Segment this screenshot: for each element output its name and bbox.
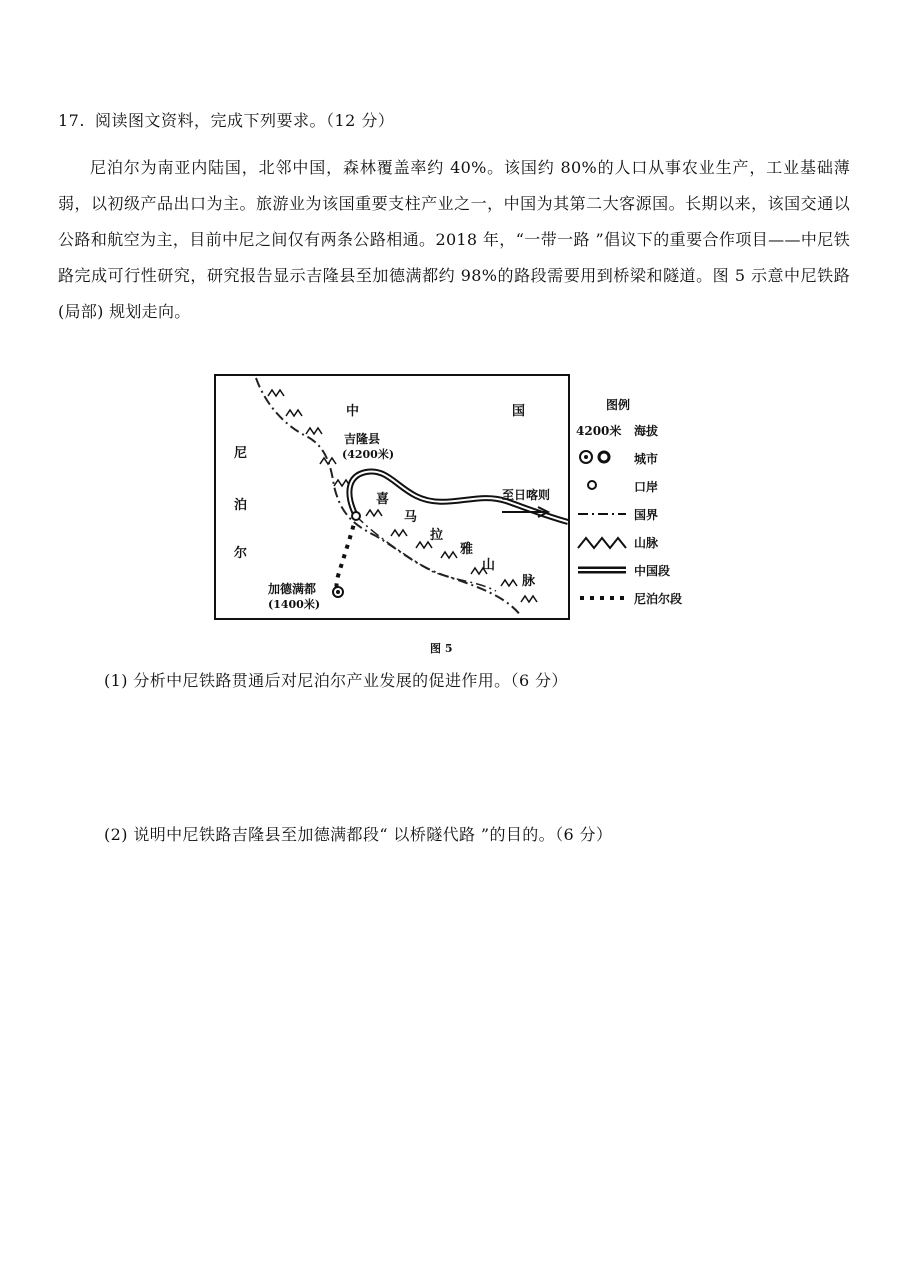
map-label-china-2: 国 (512, 404, 526, 419)
question-paragraph: 尼泊尔为南亚内陆国，北邻中国，森林覆盖率约 40%。该国约 80%的人口从事农业生产，工业基础薄弱，以初级产品出口为主。旅游业为该国重要支柱产业之一，中国为其第二大客源国。长期以来，该国交通以公路和航空为主，目前中尼之间仅有两条公路相通。2018 年，“一带一路 ”倡议下的重要合作项目——中尼铁路完成可行性研究，研究报告显示吉隆县至加德满都约 98%的路段需要用到桥梁和隧道。图 5 示意中尼铁路(局部) 规划走向。 (58, 158, 850, 321)
legend-china-section (576, 558, 696, 580)
map-label-jilong-altitude: (4200米) (342, 448, 395, 461)
question-title-text: 阅读图文资料，完成下列要求。（12 分） (94, 111, 395, 130)
legend-china-section-label: 中国段 (634, 564, 671, 578)
legend-border-label: 国界 (634, 508, 659, 522)
map-label-himalaya-3: 拉 (430, 528, 444, 543)
border-icon (576, 504, 628, 524)
legend-altitude (576, 418, 696, 440)
nepal-section-icon (576, 588, 628, 608)
map-label-nepal-1: 尼 (234, 446, 248, 461)
legend-city-label: 城市 (634, 452, 659, 466)
legend-altitude-sample: 4200米 (576, 424, 622, 438)
sub-question-1: (1) 分析中尼铁路贯通后对尼泊尔产业发展的促进作用。（6 分） (104, 671, 568, 690)
kathmandu-marker-inner (336, 590, 340, 594)
legend-port-label: 口岸 (634, 480, 659, 494)
map-label-china-1: 中 (346, 404, 360, 419)
map-label-himalaya-1: 喜 (376, 492, 390, 507)
legend-nepal-section (576, 586, 696, 608)
legend-title: 图例 (606, 398, 631, 412)
map-label-himalaya-5: 山 (482, 558, 496, 573)
map-legend (576, 374, 696, 620)
nepal-section-railway (337, 516, 357, 590)
legend-border (576, 502, 696, 524)
mountain-icon (576, 532, 630, 552)
map-label-jilong: 吉隆县 (344, 432, 381, 446)
legend-city (576, 446, 696, 468)
map-label-himalaya-6: 脉 (522, 574, 536, 589)
legend-port (576, 474, 696, 496)
legend-altitude-label: 海拔 (634, 424, 659, 438)
map-frame (214, 374, 570, 620)
map-label-himalaya-2: 马 (404, 510, 418, 525)
question-title (58, 108, 404, 131)
question-number: 17. (58, 111, 85, 130)
map-label-nepal-3: 尔 (234, 546, 248, 561)
map-label-himalaya-4: 雅 (460, 542, 474, 557)
figure-5 (214, 374, 694, 620)
port-marker (352, 512, 360, 520)
china-section-icon (576, 560, 628, 580)
map-label-to-shigatse: 至日喀则 (502, 488, 551, 502)
sub-question-2: (2) 说明中尼铁路吉隆县至加德满都段“ 以桥隧代路 ”的目的。（6 分） (104, 825, 613, 844)
border-line-south (356, 516, 496, 591)
map-label-kathmandu-altitude: (1400米) (268, 598, 321, 611)
port-icon (578, 476, 618, 496)
map-label-nepal-2: 泊 (234, 498, 248, 513)
city-icon (578, 448, 628, 468)
map-label-kathmandu: 加德满都 (268, 582, 317, 596)
legend-mountain (576, 530, 696, 552)
legend-nepal-section-label: 尼泊尔段 (634, 592, 683, 606)
figure-caption: 图 5 (430, 642, 453, 655)
legend-mountain-label: 山脉 (634, 536, 659, 550)
